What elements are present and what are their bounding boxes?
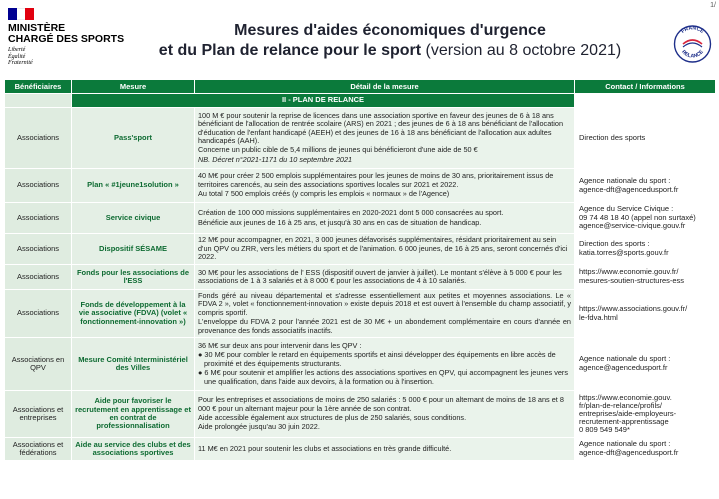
detail-text: 36 M€ sur deux ans pour intervenir dans les QPV : xyxy=(198,340,362,350)
table-header-row xyxy=(5,80,715,93)
motto-liberte: Liberté xyxy=(8,47,26,53)
section-title: II - PLAN DE RELANCE xyxy=(72,94,574,107)
beneficiary-cell: Associations xyxy=(5,108,71,168)
detail-cell xyxy=(195,169,574,202)
detail-text: Bénéficie aux jeunes de 16 à 25 ans, et jusqu'à 30 ans en cas de situation de handicap. xyxy=(198,217,482,227)
contact-cell xyxy=(575,234,715,264)
detail-text: 40 M€ pour créer 2 500 emplois supplémentaires pour les jeunes de moins de 30 ans, prioritairement issus de territoires carencés, au sein des associations sportives locales sur 2021 et 2022. xyxy=(198,171,554,189)
detail-bullet: ● 6 M€ pour soutenir et amplifier les actions des associations sportives en QPV, qui accompagnent les jeunes vers une qualification, dans l'aide aux devoirs, à la formation ou à l'insertion. xyxy=(198,368,568,386)
table-row xyxy=(5,338,715,390)
ministry-line1: MINISTÈRE xyxy=(8,22,66,34)
french-flag-icon xyxy=(8,8,34,20)
detail-text: L'enveloppe du FDVA 2 pour l'année 2021 est de 30 M€ + un abondement complémentaire en cours d'année en provenance des fonds associatifs inactifs. xyxy=(198,317,571,335)
ministry-line2: CHARGÉ DES SPORTS xyxy=(8,33,125,45)
measure-cell: Aide au service des clubs et des associations sportives xyxy=(72,438,194,460)
title-line2-date: (version au 8 octobre 2021) xyxy=(421,42,622,59)
badge-text-bottom: RELANCE xyxy=(680,49,705,60)
contact-link[interactable]: recrutement-apprentissage xyxy=(579,417,669,426)
contact-line: Agence nationale du sport : xyxy=(579,354,671,364)
measure-cell: Aide pour favoriser le recrutement en apprentissage et en contrat de professionnalisation xyxy=(72,391,194,437)
contact-email-link[interactable]: agence-dft@agencedusport.fr xyxy=(579,184,679,194)
table-row xyxy=(5,108,715,168)
measures-table xyxy=(4,79,716,461)
measure-cell: Service civique xyxy=(72,203,194,233)
title-line2 xyxy=(150,41,630,61)
beneficiary-cell: Associations en QPV xyxy=(5,338,71,390)
contact-email-link[interactable]: agence-dft@agencedusport.fr xyxy=(579,448,679,457)
contact-cell xyxy=(575,438,715,460)
contact-link[interactable]: https://www.economie.gouv. xyxy=(579,393,672,402)
beneficiary-cell: Associations xyxy=(5,290,71,337)
contact-cell xyxy=(575,265,715,289)
table-row xyxy=(5,203,715,233)
contact-line: Direction des sports xyxy=(579,132,646,142)
france-relance-badge-icon xyxy=(672,21,713,66)
detail-cell xyxy=(195,265,574,289)
contact-line: Agence nationale du sport : xyxy=(579,439,671,449)
contact-email-link[interactable]: agence@agencedusport.fr xyxy=(579,363,668,372)
column-header-measure: Mesure xyxy=(72,80,194,93)
detail-cell xyxy=(195,338,574,390)
contact-link[interactable]: le-fdva.html xyxy=(579,312,618,322)
detail-text: 30 M€ pour les associations de l' ESS (dispositif ouvert de janvier à juillet). Le montant s'élève à 5 000 € pour les associations de 1 à 3 salariés et à 8 000 € pour les associations de 4 à 10 salariés. xyxy=(198,267,562,285)
table-row xyxy=(5,234,715,264)
column-header-beneficiaries: Bénéficiaires xyxy=(5,80,71,93)
detail-cell xyxy=(195,438,574,460)
measure-cell: Pass'sport xyxy=(72,108,194,168)
measure-cell: Mesure Comité Interministériel des Villes xyxy=(72,338,194,390)
detail-text: Aide prolongée jusqu'au 30 juin 2022. xyxy=(198,422,320,432)
detail-text: Fonds géré au niveau départemental et s'adresse essentiellement aux petites et moyennes associations. Le « FDVA 2 », volet « fonctionnement-innovation » existe depuis 2018 et est ouvert à l'ensemble du champ associatif, y compris sportif. xyxy=(198,290,571,317)
column-header-detail: Détail de la mesure xyxy=(195,80,574,93)
detail-cell xyxy=(195,203,574,233)
beneficiary-cell: Associations et entreprises xyxy=(5,391,71,437)
contact-email-link[interactable]: agence@service-civique.gouv.fr xyxy=(579,221,686,231)
measure-cell: Fonds de développement à la vie associative (FDVA) (volet « fonctionnement-innovation ») xyxy=(72,290,194,337)
contact-link[interactable]: mesures-soutien-structures-ess xyxy=(579,276,685,285)
measure-cell: Plan « #1jeune1solution » xyxy=(72,169,194,202)
measure-cell: Fonds pour les associations de l'ESS xyxy=(72,265,194,289)
title-line2-bold: et du Plan de relance pour le sport xyxy=(158,42,422,59)
contact-cell xyxy=(575,169,715,202)
contact-phone: 0 809 549 549* xyxy=(579,425,630,434)
beneficiary-cell: Associations xyxy=(5,169,71,202)
contact-line: Agence du Service Civique : xyxy=(579,204,674,214)
detail-text: Au total 7 500 emplois créés (y compris les emplois « normaux » de l'Agence) xyxy=(198,189,450,199)
ministry-logo xyxy=(8,8,128,67)
table-row xyxy=(5,169,715,202)
table-row xyxy=(5,391,715,437)
detail-cell xyxy=(195,234,574,264)
page-title xyxy=(150,21,630,61)
beneficiary-cell: Associations xyxy=(5,203,71,233)
detail-cell xyxy=(195,108,574,168)
detail-text: Aide accessible également aux structures de plus de 250 salariés, sous conditions. xyxy=(198,413,467,422)
table-row xyxy=(5,265,715,289)
measure-cell: Dispositif SÉSAME xyxy=(72,234,194,264)
detail-text: 12 M€ pour accompagner, en 2021, 3 000 jeunes défavorisés supplémentaires, résidant prioritairement au sein d'un QPV ou ZRR, vers les métiers du sport et de l'animation. 6 000 jeunes, de 16 à 25 ans, seront concernés d'ici 2022. xyxy=(198,235,568,262)
contact-cell xyxy=(575,391,715,437)
column-header-contact: Contact / Informations xyxy=(575,80,715,93)
table-row xyxy=(5,438,715,460)
contact-phone: 09 74 48 18 40 (appel non surtaxé) xyxy=(579,212,696,222)
motto-egalite: Égalité xyxy=(8,53,26,60)
contact-link[interactable]: fr/plan-de-relance/profils/ xyxy=(579,401,662,410)
title-line1: Mesures d'aides économiques d'urgence xyxy=(234,22,546,39)
badge-text-top: FRANCE xyxy=(680,25,705,35)
detail-cell xyxy=(195,391,574,437)
republic-motto xyxy=(8,47,128,67)
contact-cell xyxy=(575,338,715,390)
contact-cell xyxy=(575,108,715,168)
detail-text: Création de 100 000 missions supplémentaires en 2020-2021 dont 5 000 consacrées au sport. xyxy=(198,208,504,218)
contact-cell xyxy=(575,203,715,233)
contact-link[interactable]: https://www.economie.gouv.fr/ xyxy=(579,267,679,277)
page-number: 1/ xyxy=(710,2,716,9)
section-row xyxy=(5,94,715,107)
contact-cell xyxy=(575,290,715,337)
detail-text: Pour les entreprises et associations de moins de 250 salariés : 5 000 € pour un alternant de moins de 18 ans et 8 000 € pour un alternant majeur pour la 1ère année de son contrat. xyxy=(198,395,564,413)
contact-email-link[interactable]: katia.torres@sports.gouv.fr xyxy=(579,248,669,257)
contact-link[interactable]: entreprises/aide-employeurs- xyxy=(579,409,677,418)
detail-cell xyxy=(195,290,574,337)
contact-link[interactable]: https://www.associations.gouv.fr/ xyxy=(579,303,688,313)
detail-bullet: ● 30 M€ pour combler le retard en équipements sportifs et ainsi développer des équipements en libre accès de proximité et des équipements structurants. xyxy=(198,350,556,368)
detail-note: NB. Décret n°2021-1171 du 10 septembre 2021 xyxy=(198,154,353,164)
detail-text: 11 M€ en 2021 pour soutenir les clubs et associations en très grande difficulté. xyxy=(198,443,452,453)
beneficiary-cell: Associations et fédérations xyxy=(5,438,71,460)
beneficiary-cell: Associations xyxy=(5,265,71,289)
contact-line: Agence nationale du sport : xyxy=(579,175,671,185)
beneficiary-cell: Associations xyxy=(5,234,71,264)
detail-text: 100 M € pour soutenir la reprise de licences dans une association sportive en faveur des jeunes de 6 à 18 ans bénéficiant de l'allocation de rentrée scolaire (ARS) en 2021 ; des jeunes de 6 à 18 ans bénéficiant de l'allocation d'éducation de l'enfant handicapé (AEEH) et des jeunes de 16 à 18 ans bénéficiant de l'allocation aux adultes handicapés (AAH). xyxy=(198,110,564,145)
motto-fraternite: Fraternité xyxy=(8,60,33,66)
contact-line: Direction des sports : xyxy=(579,239,650,249)
table-row xyxy=(5,290,715,337)
detail-text: Concerne un public cible de 5,4 millions de jeunes qui bénéficieront d'une aide de 50 € xyxy=(198,145,478,155)
